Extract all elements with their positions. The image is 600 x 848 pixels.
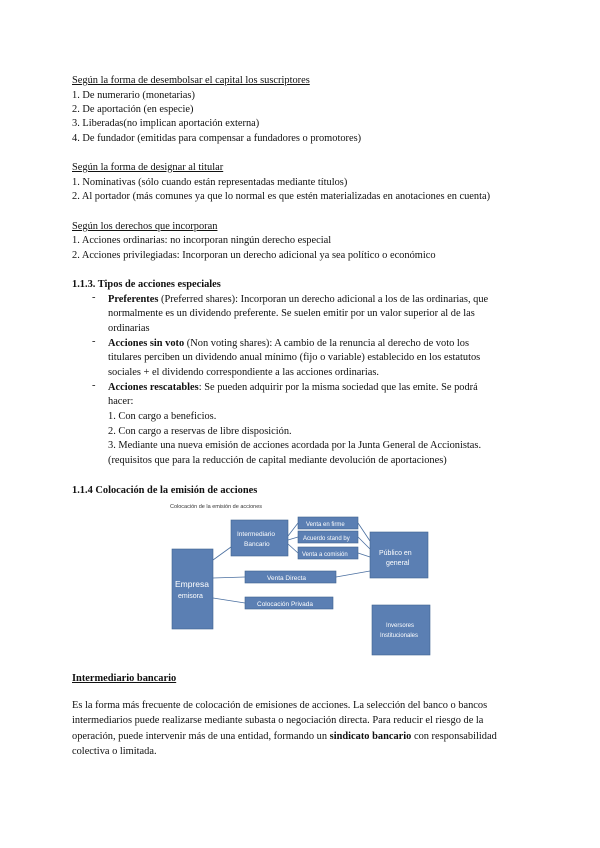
- text: (Preferred shares): Incorporan un derecho adicional a los de las ordinarias, que: [158, 294, 489, 305]
- empresa-label: Empresa: [175, 579, 210, 589]
- venta-directa-label: Venta Directa: [267, 575, 307, 582]
- heading-tipos-acciones: 1.1.3. Tipos de acciones especiales: [72, 279, 221, 290]
- venta-firme-label: Venta en firme: [306, 522, 345, 528]
- text: con responsabilidad: [411, 731, 497, 742]
- bullet-dash: -: [92, 292, 96, 303]
- inversores-institucionales-box: [372, 605, 430, 655]
- empresa-emisora-box: [172, 549, 213, 629]
- colocacion-privada-label: Colocación Privada: [257, 601, 314, 608]
- text-line: normalmente es un dividendo preferente. Se suelen emitir por un valor superior al de las: [108, 308, 475, 319]
- term-preferentes: Preferentes: [108, 294, 159, 305]
- institucionales-label: Institucionales: [380, 633, 419, 639]
- list-item: 2. De aportación (en especie): [72, 104, 194, 115]
- sublist-item: (requisitos que para la reducción de capital mediante devolución de aportaciones): [108, 455, 447, 466]
- text-line: titulares perciben un dividendo anual mínimo (fijo o variable) establecido en los estatutos: [108, 352, 481, 363]
- term-sin-voto: Acciones sin voto: [108, 338, 185, 349]
- para-line: intermediarios puede realizarse mediante subasta o negociación directa. Para reducir el riesgo de la: [72, 715, 484, 726]
- term-sindicato-bancario: sindicato bancario: [329, 731, 412, 742]
- list-item: 3. Liberadas(no implican aportación externa): [72, 118, 260, 129]
- list-item: 2. Al portador (más comunes ya que lo normal es que estén materializadas en anotaciones en cuenta): [72, 191, 491, 202]
- list-item: 2. Acciones privilegiadas: Incorporan un derecho adicional ya sea político o económico: [72, 250, 436, 261]
- list-item: 4. De fundador (emitidas para compensar a fundadores o promotores): [72, 133, 362, 144]
- list-item: 1. De numerario (monetarias): [72, 90, 195, 101]
- bullet-dash: -: [92, 336, 96, 347]
- text-line: ordinarias: [108, 323, 150, 334]
- para-line: Es la forma más frecuente de colocación de emisiones de acciones. La selección del banco o bancos: [72, 700, 488, 711]
- text-line: sociales + el dividendo correspondiente a las acciones ordinarias.: [108, 367, 380, 378]
- sublist-item: 3. Mediante una nueva emisión de acciones acordada por la Junta General de Accionistas.: [108, 440, 482, 451]
- heading-intermediario-bancario: Intermediario bancario: [72, 673, 177, 684]
- sublist-item: 1. Con cargo a beneficios.: [108, 411, 217, 422]
- diagram-title: Colocación de la emisión de acciones: [170, 504, 263, 510]
- acuerdo-label: Acuerdo stand by: [303, 536, 350, 542]
- venta-comision-label: Venta a comisión: [302, 552, 348, 558]
- text: operación, puede intervenir más de una entidad, formando un: [72, 731, 330, 742]
- list-item: 1. Nominativas (sólo cuando están representadas mediante títulos): [72, 177, 348, 188]
- general-label: general: [386, 560, 410, 567]
- para-line: [72, 729, 497, 744]
- text: : Se pueden adquirir por la misma sociedad que las emite. Se podrá: [198, 382, 478, 393]
- emisora-label: emisora: [178, 593, 203, 600]
- section-title-derechos: Según los derechos que incorporan: [72, 221, 218, 232]
- intermediario-label: Intermediario: [237, 531, 275, 538]
- text-line: hacer:: [108, 396, 134, 407]
- heading-colocacion: 1.1.4 Colocación de la emisión de acciones: [72, 485, 258, 496]
- intermediario-bancario-box: [231, 520, 288, 556]
- bullet-dash: -: [92, 380, 96, 391]
- section-title-titular: Según la forma de designar al titular: [72, 162, 224, 173]
- bancario-label: Bancario: [244, 541, 270, 548]
- para-line: colectiva o limitada.: [72, 746, 157, 757]
- section-title-desembolso: Según la forma de desembolsar el capital los suscriptores: [72, 75, 310, 86]
- sublist-item: 2. Con cargo a reservas de libre disposición.: [108, 426, 292, 437]
- text: (Non voting shares): A cambio de la renuncia al derecho de voto los: [184, 338, 469, 349]
- publico-label: Público en: [379, 550, 412, 557]
- list-item: 1. Acciones ordinarias: no incorporan ningún derecho especial: [72, 235, 332, 246]
- term-rescatables: Acciones rescatables: [108, 382, 199, 393]
- inversores-label: Inversores: [386, 623, 415, 629]
